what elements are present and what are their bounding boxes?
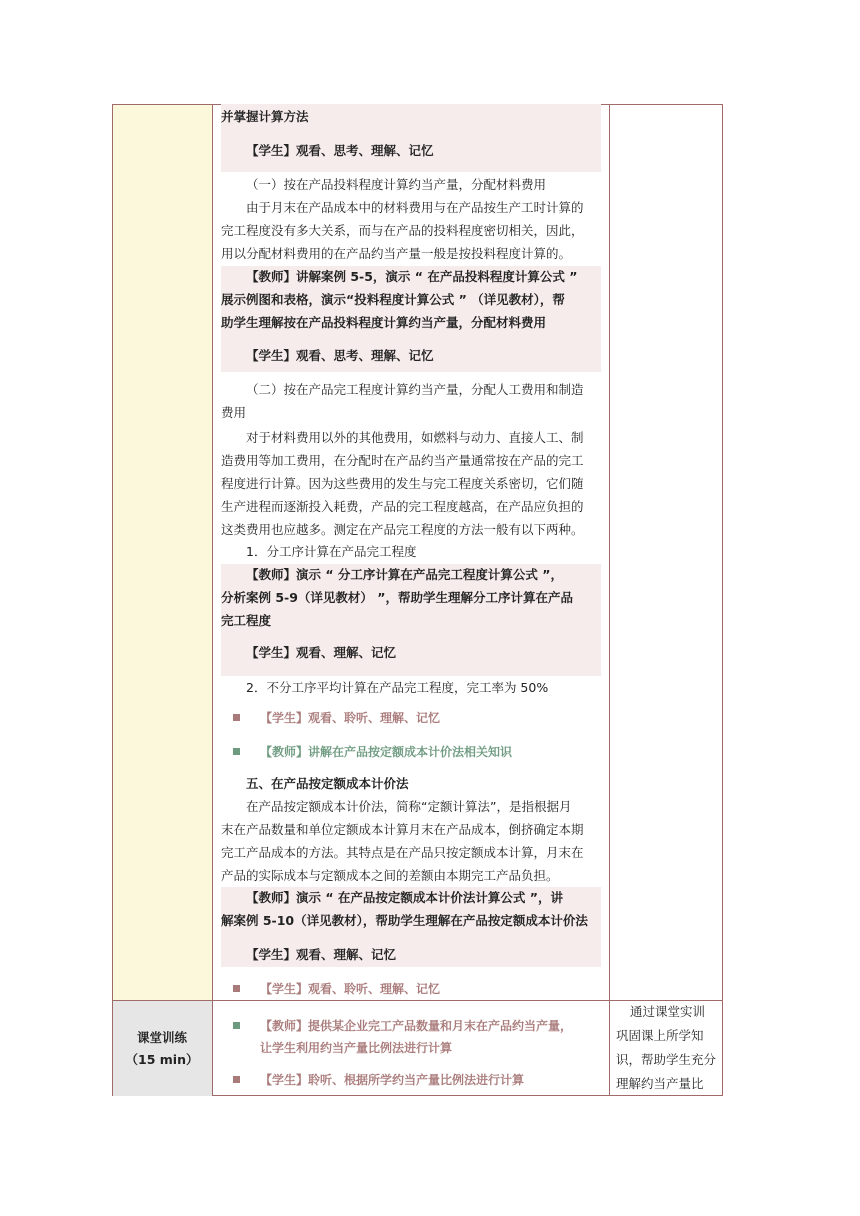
column-divider-right <box>609 105 610 1095</box>
section-title: 费用 <box>221 405 247 420</box>
paragraph-line: 这类费用也应越多。测定在产品完工程度的方法一般有以下两种。 <box>221 522 584 537</box>
teaching-content <box>213 104 608 1000</box>
paragraph-line: 产品的实际成本与定额成本之间的差额由本期完工产品负担。 <box>221 868 559 883</box>
teacher-activity: 【教师】讲解案例 5-5，演示 “ 在产品投料程度计算公式 ” <box>246 269 578 284</box>
student-activity: 【学生】观看、理解、记忆 <box>246 645 397 660</box>
intent-line: 识，帮助学生充分 <box>616 1052 717 1067</box>
teacher-activity: 展示例图和表格，演示“投料程度计算公式 ” （详见教材），帮 <box>221 292 565 307</box>
teacher-activity: 解案例 5-10（详见教材），帮助学生理解在产品按定额成本计价法 <box>221 913 588 928</box>
intent-line: 通过课堂实训 <box>630 1004 706 1019</box>
paragraph-line: 由于月末在产品成本中的材料费用与在产品按生产工时计算的 <box>246 200 584 215</box>
content-line: 并掌握计算方法 <box>221 109 309 124</box>
section-title: （一）按在产品投料程度计算约当产量，分配材料费用 <box>246 177 547 192</box>
paragraph-line: 用以分配材料费用的在产品约当产量一般是按投料程度计算的。 <box>221 246 572 261</box>
square-bullet-icon <box>233 1076 240 1083</box>
training-content <box>213 1000 608 1095</box>
activity-label-name: 课堂训练 <box>136 1030 187 1045</box>
student-activity: 【学生】观看、思考、理解、记忆 <box>246 143 434 158</box>
square-bullet-icon <box>233 748 240 755</box>
list-item: 2．不分工序平均计算在产品完工程度，完工率为 50% <box>246 680 549 695</box>
teacher-bullet-text: 让学生利用约当产量比例法进行计算 <box>260 1041 453 1055</box>
intent-line: 巩固课上所学知 <box>616 1028 704 1043</box>
list-item: 1．分工序计算在产品完工程度 <box>246 544 417 559</box>
teacher-activity: 分析案例 5-9（详见教材） ”，帮助学生理解分工序计算在产品 <box>221 590 574 605</box>
teacher-bullet-text: 【教师】讲解在产品按定额成本计价法相关知识 <box>260 745 513 759</box>
student-bullet <box>233 1070 603 1090</box>
intent-line: 理解约当产量比 <box>616 1076 704 1091</box>
square-bullet-icon <box>233 714 240 721</box>
left-column-top <box>113 105 212 1000</box>
section-title: （二）按在产品完工程度计算约当产量，分配人工费用和制造 <box>246 382 584 397</box>
teacher-activity: 【教师】演示 “ 分工序计算在产品完工程度计算公式 ”， <box>246 567 563 582</box>
paragraph-line: 造费用等加工费用，在分配时在产品约当产量通常按在产品的完工 <box>221 453 584 468</box>
paragraph-line: 对于材料费用以外的其他费用，如燃料与动力、直接人工、制 <box>246 430 584 445</box>
section-heading: 五、在产品按定额成本计价法 <box>246 776 409 791</box>
student-activity: 【学生】观看、理解、记忆 <box>246 947 397 962</box>
paragraph-line: 末在产品数量和单位定额成本计算月末在产品成本，倒挤确定本期 <box>221 822 584 837</box>
square-bullet-icon <box>233 985 240 992</box>
teacher-bullet <box>233 1016 603 1036</box>
teacher-bullet-continuation <box>260 1038 630 1058</box>
activity-label-duration: （15 min） <box>125 1052 199 1067</box>
paragraph-line: 生产进程而逐渐投入耗费，产品的完工程度越高，在产品应负担的 <box>221 499 584 514</box>
square-bullet-icon <box>233 1022 240 1029</box>
student-bullet-text: 【学生】观看、聆听、理解、记忆 <box>260 982 441 996</box>
student-activity: 【学生】观看、思考、理解、记忆 <box>246 348 434 363</box>
teacher-activity: 【教师】演示 “ 在产品按定额成本计价法计算公式 ”，讲 <box>246 890 563 905</box>
student-bullet-text: 【学生】观看、聆听、理解、记忆 <box>260 711 441 725</box>
student-bullet-text: 【学生】聆听、根据所学约当产量比例法进行计算 <box>260 1073 525 1087</box>
teacher-activity: 助学生理解按在产品投料程度计算约当产量，分配材料费用 <box>221 315 547 330</box>
paragraph-line: 完工产品成本的方法。其特点是在产品只按定额成本计算，月末在 <box>221 845 584 860</box>
design-intent <box>610 1000 722 1095</box>
student-bullet <box>233 708 603 728</box>
activity-label <box>112 1000 212 1095</box>
teacher-bullet-text: 【教师】提供某企业完工产品数量和月末在产品约当产量， <box>260 1019 573 1033</box>
student-bullet <box>233 979 603 999</box>
paragraph-line: 完工程度没有多大关系，而与在产品的投料程度密切相关，因此， <box>221 223 584 238</box>
paragraph-line: 程度进行计算。因为这些费用的发生与完工程度关系密切，它们随 <box>221 476 584 491</box>
paragraph-line: 在产品按定额成本计价法，简称“定额计算法”，是指根据月 <box>246 799 572 814</box>
teacher-activity: 完工程度 <box>221 613 272 628</box>
teacher-bullet <box>233 742 603 762</box>
